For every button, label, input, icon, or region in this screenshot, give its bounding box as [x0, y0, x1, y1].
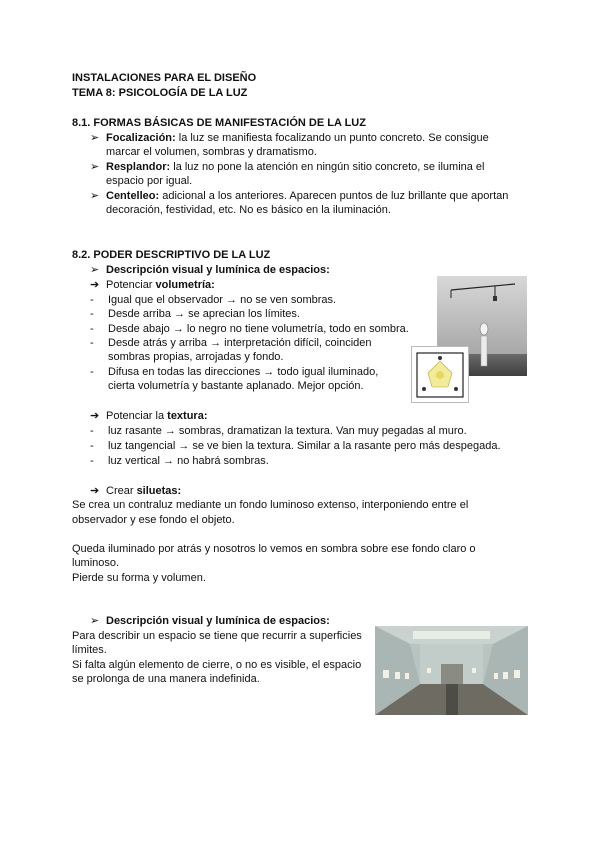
arrow-item-prefix: Crear: [106, 485, 137, 497]
lighting-plan-diagram: [411, 346, 469, 403]
term-focalizacion: Focalización:: [106, 132, 176, 144]
arrow-bullet-icon: ➔: [90, 279, 100, 291]
dash-item: Desde abajo → lo negro no tiene volumetría, todo en sombra.: [108, 323, 409, 335]
dash-bullet: -: [90, 294, 94, 306]
gallery-corridor-photo: [375, 626, 528, 715]
dash-item: luz rasante → sombras, dramatizan la textura. Van muy pegadas al muro.: [108, 425, 467, 437]
dash-bullet: -: [90, 323, 94, 335]
arrowhead-bullet-icon: ➢: [90, 161, 100, 173]
dash-bullet: -: [90, 308, 94, 320]
list-item: [90, 131, 489, 145]
term-volumetria: volumetría:: [155, 279, 215, 291]
topic-title: TEMA 8: PSICOLOGÍA DE LA LUZ: [72, 87, 248, 99]
arrow-item: [90, 409, 208, 423]
term-centelleo: Centelleo:: [106, 190, 160, 202]
arrowhead-bullet-icon: ➢: [90, 190, 100, 202]
dash-item: Desde atrás y arriba → interpretación difícil, coinciden: [108, 337, 372, 349]
item-text-cont: marcar el volumen, sombras y dramatismo.: [106, 146, 317, 158]
dash-item: Desde arriba → se aprecian los límites.: [108, 308, 300, 320]
item-text-cont: decoración, festividad, etc. No es básico en la iluminación.: [106, 204, 391, 216]
subheading-text: Descripción visual y lumínica de espacios:: [106, 264, 330, 276]
dash-item: Igual que el observador → no se ven sombras.: [108, 294, 337, 306]
subheading-text: Descripción visual y lumínica de espacios:: [106, 615, 330, 627]
dash-item: Difusa en todas las direcciones → todo igual iluminado,: [108, 366, 379, 378]
paragraph-line: Queda iluminado por atrás y nosotros lo vemos en sombra sobre ese fondo claro o: [72, 543, 476, 555]
term-siluetas: siluetas:: [136, 485, 182, 497]
arrow-item-prefix: Potenciar: [106, 279, 156, 291]
arrow-bullet-icon: ➔: [90, 485, 100, 497]
paragraph-line: Pierde su forma y volumen.: [72, 572, 206, 584]
arrowhead-bullet-icon: ➢: [90, 264, 100, 276]
arrow-item-prefix: Potenciar la: [106, 410, 168, 422]
arrow-item: [90, 484, 181, 498]
dash-item-cont: cierta volumetría y bastante aplanado. Mejor opción.: [108, 380, 364, 392]
paragraph-line: Se crea un contraluz mediante un fondo luminoso extenso, interponiendo entre el: [72, 499, 469, 511]
paragraph-line: observador y ese fondo el objeto.: [72, 514, 235, 526]
item-text: adicional a los anteriores. Aparecen puntos de luz brillante que aportan: [159, 190, 509, 202]
section-2-heading: 8.2. PODER DESCRIPTIVO DE LA LUZ: [72, 249, 271, 261]
arrow-bullet-icon: ➔: [90, 410, 100, 422]
item-text-cont: espacio por igual.: [106, 175, 193, 187]
paragraph-line: Para describir un espacio se tiene que recurrir a superficies: [72, 630, 362, 642]
dash-bullet: -: [90, 455, 94, 467]
subheading: [90, 614, 330, 628]
arrow-item: [90, 278, 215, 292]
dash-item-cont: sombras propias, arrojadas y fondo.: [108, 351, 284, 363]
section-1-heading: 8.1. FORMAS BÁSICAS DE MANIFESTACIÓN DE LA LUZ: [72, 117, 366, 129]
paragraph-line: Si falta algún elemento de cierre, o no es visible, el espacio: [72, 659, 362, 671]
dash-bullet: -: [90, 425, 94, 437]
list-item: [90, 189, 508, 203]
arrowhead-bullet-icon: ➢: [90, 132, 100, 144]
term-resplandor: Resplandor:: [106, 161, 171, 173]
dash-bullet: -: [90, 337, 94, 349]
dash-bullet: -: [90, 366, 94, 378]
course-title: INSTALACIONES PARA EL DISEÑO: [72, 72, 257, 84]
term-textura: textura:: [167, 410, 208, 422]
subheading: [90, 263, 330, 277]
item-text: la luz se manifiesta focalizando un punto concreto. Se consigue: [175, 132, 489, 144]
paragraph-line: se prolonga de una manera indefinida.: [72, 673, 260, 685]
paragraph-line: límites.: [72, 644, 107, 656]
arrowhead-bullet-icon: ➢: [90, 615, 100, 627]
item-text: la luz no pone la atención en ningún sitio concreto, se ilumina el: [170, 161, 485, 173]
dash-item: luz tangencial → se ve bien la textura. Similar a la rasante pero más despegada.: [108, 440, 501, 452]
list-item: [90, 160, 485, 174]
dash-item: luz vertical → no habrá sombras.: [108, 455, 269, 467]
dash-bullet: -: [90, 440, 94, 452]
paragraph-line: luminoso.: [72, 557, 120, 569]
